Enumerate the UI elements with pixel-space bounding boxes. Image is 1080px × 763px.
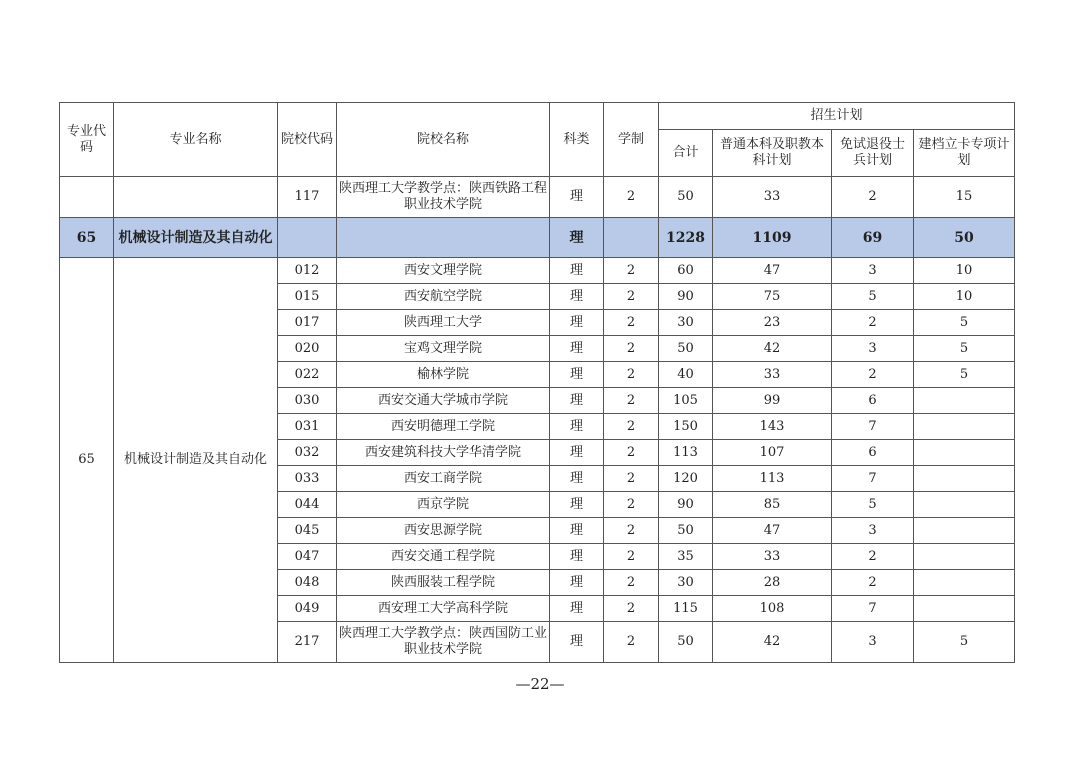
cell-school-name: 西京学院 [337, 492, 550, 518]
cell-school-code: 045 [278, 518, 337, 544]
summary-registered: 50 [914, 218, 1015, 258]
cell-registered [914, 544, 1015, 570]
cell-category: 理 [550, 284, 604, 310]
summary-duration [604, 218, 659, 258]
cell-veterans: 3 [832, 336, 914, 362]
cell-school-code: 015 [278, 284, 337, 310]
cell-school-code: 030 [278, 388, 337, 414]
cell-veterans: 2 [832, 177, 914, 218]
cell-regular: 113 [713, 466, 832, 492]
cell-school-code: 117 [278, 177, 337, 218]
cell-category: 理 [550, 466, 604, 492]
cell-regular: 42 [713, 622, 832, 663]
cell-school-name: 西安建筑科技大学华清学院 [337, 440, 550, 466]
cell-veterans: 7 [832, 414, 914, 440]
cell-school-code: 017 [278, 310, 337, 336]
summary-school-name [337, 218, 550, 258]
cell-school-code: 020 [278, 336, 337, 362]
header-plan-group: 招生计划 [659, 103, 1015, 130]
cell-school-name: 榆林学院 [337, 362, 550, 388]
cell-category: 理 [550, 414, 604, 440]
cell-school-name: 陕西理工大学教学点：陕西铁路工程职业技术学院 [337, 177, 550, 218]
cell-veterans: 2 [832, 570, 914, 596]
cell-registered [914, 414, 1015, 440]
cell-duration: 2 [604, 622, 659, 663]
cell-regular: 33 [713, 544, 832, 570]
cell-duration: 2 [604, 544, 659, 570]
cell-duration: 2 [604, 518, 659, 544]
cell-total: 105 [659, 388, 713, 414]
cell-duration: 2 [604, 388, 659, 414]
cell-school-name: 西安理工大学高科学院 [337, 596, 550, 622]
cell-school-code: 048 [278, 570, 337, 596]
summary-total: 1228 [659, 218, 713, 258]
header-school-name: 院校名称 [337, 103, 550, 177]
cell-total: 50 [659, 518, 713, 544]
cell-registered [914, 440, 1015, 466]
cell-veterans: 6 [832, 440, 914, 466]
cell-duration: 2 [604, 284, 659, 310]
header-school-code: 院校代码 [278, 103, 337, 177]
cell-category: 理 [550, 622, 604, 663]
cell-regular: 47 [713, 258, 832, 284]
cell-school-name: 西安工商学院 [337, 466, 550, 492]
cell-category: 理 [550, 570, 604, 596]
cell-school-name: 陕西服装工程学院 [337, 570, 550, 596]
cell-registered [914, 518, 1015, 544]
cell-category: 理 [550, 310, 604, 336]
cell-registered [914, 466, 1015, 492]
cell-registered: 15 [914, 177, 1015, 218]
cell-duration: 2 [604, 440, 659, 466]
header-category: 科类 [550, 103, 604, 177]
summary-major-code: 65 [60, 218, 114, 258]
cell-veterans: 3 [832, 258, 914, 284]
cell-school-code: 022 [278, 362, 337, 388]
cell-duration: 2 [604, 258, 659, 284]
cell-category: 理 [550, 177, 604, 218]
cell-veterans: 7 [832, 596, 914, 622]
cell-category: 理 [550, 518, 604, 544]
cell-veterans: 6 [832, 388, 914, 414]
cell-school-code: 047 [278, 544, 337, 570]
cell-category: 理 [550, 492, 604, 518]
cell-registered: 5 [914, 362, 1015, 388]
cell-regular: 47 [713, 518, 832, 544]
cell-regular: 99 [713, 388, 832, 414]
header-regular: 普通本科及职教本科计划 [713, 130, 832, 177]
cell-veterans: 2 [832, 310, 914, 336]
cell-duration: 2 [604, 177, 659, 218]
cell-total: 40 [659, 362, 713, 388]
cell-school-name: 西安明德理工学院 [337, 414, 550, 440]
cell-category: 理 [550, 596, 604, 622]
cell-total: 115 [659, 596, 713, 622]
page-number: —22— [515, 675, 565, 693]
cell-category: 理 [550, 388, 604, 414]
cell-registered: 5 [914, 336, 1015, 362]
cell-major-name [114, 177, 278, 218]
cell-total: 35 [659, 544, 713, 570]
cell-total: 50 [659, 336, 713, 362]
cell-total: 30 [659, 310, 713, 336]
cell-category: 理 [550, 440, 604, 466]
cell-school-name: 西安航空学院 [337, 284, 550, 310]
cell-duration: 2 [604, 362, 659, 388]
cell-category: 理 [550, 336, 604, 362]
summary-regular: 1109 [713, 218, 832, 258]
cell-school-code: 032 [278, 440, 337, 466]
cell-total: 150 [659, 414, 713, 440]
cell-registered: 5 [914, 310, 1015, 336]
cell-regular: 108 [713, 596, 832, 622]
cell-total: 90 [659, 284, 713, 310]
table-row [60, 258, 1015, 284]
cell-school-code: 033 [278, 466, 337, 492]
summary-school-code [278, 218, 337, 258]
cell-regular: 28 [713, 570, 832, 596]
cell-category: 理 [550, 362, 604, 388]
cell-total: 90 [659, 492, 713, 518]
cell-duration: 2 [604, 466, 659, 492]
summary-category: 理 [550, 218, 604, 258]
cell-veterans: 3 [832, 518, 914, 544]
cell-registered: 10 [914, 258, 1015, 284]
cell-regular: 85 [713, 492, 832, 518]
cell-regular: 75 [713, 284, 832, 310]
header-duration: 学制 [604, 103, 659, 177]
cell-regular: 33 [713, 177, 832, 218]
cell-regular: 42 [713, 336, 832, 362]
cell-registered [914, 596, 1015, 622]
cell-duration: 2 [604, 414, 659, 440]
cell-school-name: 陕西理工大学 [337, 310, 550, 336]
cell-major-code [60, 177, 114, 218]
cell-school-code: 044 [278, 492, 337, 518]
cell-registered [914, 388, 1015, 414]
cell-school-code: 217 [278, 622, 337, 663]
cell-regular: 33 [713, 362, 832, 388]
group-major-name: 机械设计制造及其自动化 [114, 258, 278, 663]
cell-veterans: 2 [832, 544, 914, 570]
cell-total: 120 [659, 466, 713, 492]
cell-duration: 2 [604, 596, 659, 622]
cell-veterans: 3 [832, 622, 914, 663]
cell-total: 30 [659, 570, 713, 596]
header-registered: 建档立卡专项计划 [914, 130, 1015, 177]
header-veterans: 免试退役士兵计划 [832, 130, 914, 177]
cell-duration: 2 [604, 310, 659, 336]
cell-regular: 143 [713, 414, 832, 440]
cell-school-name: 西安交通工程学院 [337, 544, 550, 570]
cell-regular: 107 [713, 440, 832, 466]
cell-total: 50 [659, 177, 713, 218]
detail-rows [60, 258, 1015, 663]
cell-total: 113 [659, 440, 713, 466]
cell-category: 理 [550, 544, 604, 570]
cell-registered: 5 [914, 622, 1015, 663]
cell-category: 理 [550, 258, 604, 284]
cell-veterans: 5 [832, 284, 914, 310]
cell-registered [914, 492, 1015, 518]
header-total: 合计 [659, 130, 713, 177]
cell-duration: 2 [604, 570, 659, 596]
cell-school-code: 012 [278, 258, 337, 284]
cell-school-name: 西安思源学院 [337, 518, 550, 544]
summary-major-name: 机械设计制造及其自动化 [114, 218, 278, 258]
cell-regular: 23 [713, 310, 832, 336]
cell-total: 50 [659, 622, 713, 663]
cell-school-name: 西安交通大学城市学院 [337, 388, 550, 414]
cell-duration: 2 [604, 336, 659, 362]
header-major-name: 专业名称 [114, 103, 278, 177]
cell-school-name: 西安文理学院 [337, 258, 550, 284]
summary-veterans: 69 [832, 218, 914, 258]
cell-registered [914, 570, 1015, 596]
cell-school-code: 031 [278, 414, 337, 440]
cell-veterans: 5 [832, 492, 914, 518]
enrollment-plan-table [59, 102, 1015, 663]
summary-row [60, 218, 1015, 258]
cell-school-name: 陕西理工大学教学点：陕西国防工业职业技术学院 [337, 622, 550, 663]
cell-registered: 10 [914, 284, 1015, 310]
cell-veterans: 7 [832, 466, 914, 492]
cell-veterans: 2 [832, 362, 914, 388]
cell-duration: 2 [604, 492, 659, 518]
cell-school-name: 宝鸡文理学院 [337, 336, 550, 362]
group-major-code: 65 [60, 258, 114, 663]
table-row [60, 177, 1015, 218]
header-major-code: 专业代码 [60, 103, 114, 177]
cell-total: 60 [659, 258, 713, 284]
cell-school-code: 049 [278, 596, 337, 622]
